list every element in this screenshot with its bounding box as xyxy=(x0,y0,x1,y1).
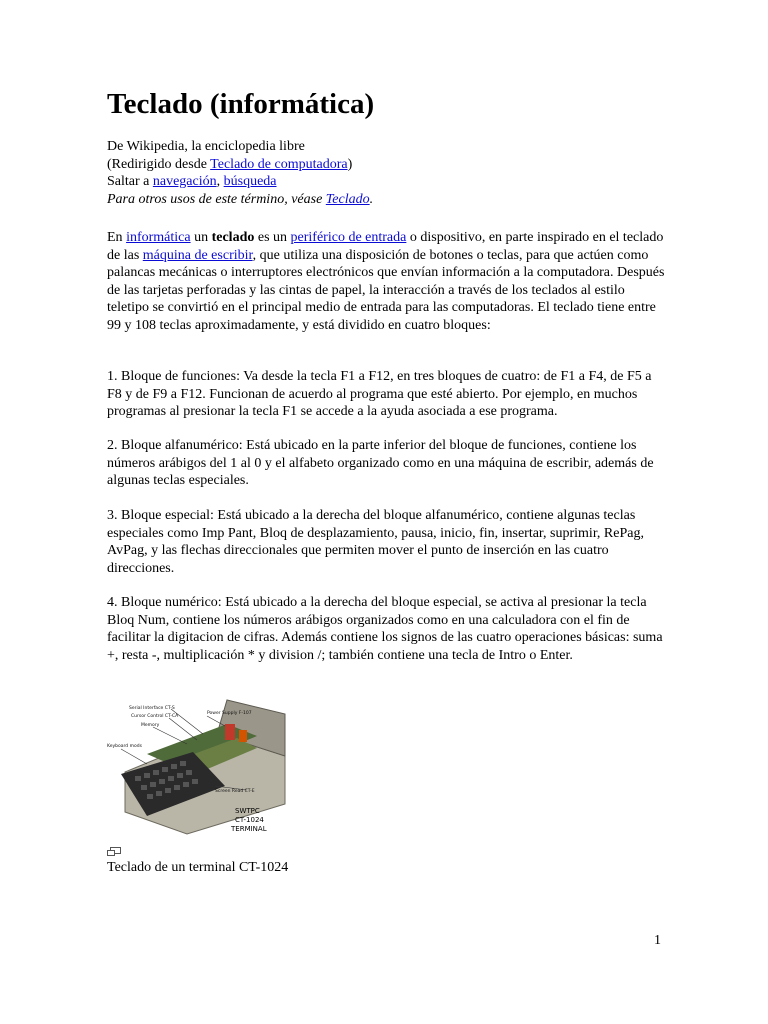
figure-label-screen: Screen Read CT-E xyxy=(215,789,255,794)
search-link[interactable]: búsqueda xyxy=(223,174,277,189)
navigation-link[interactable]: navegación xyxy=(152,174,217,189)
figure-label-power: Power Supply F-107 xyxy=(207,711,252,716)
link-periferico[interactable]: periférico de entrada xyxy=(290,230,407,245)
hatnote-link[interactable]: Teclado xyxy=(325,191,370,207)
redirect-link[interactable]: Teclado de computadora xyxy=(210,156,348,172)
redirect-note: (Redirigido desde Teclado de computadora) xyxy=(107,156,353,172)
block-paragraph-3: 3. Bloque especial: Está ubicado a la derecha del bloque alfanumérico, contiene algunas teclas especiales como Imp Pant, Bloq de desplazamiento, pausa, inicio, fin, insertar, suprimir, RePag, AvPag, y las flechas direccionales que permiten mover el punto de inserción en las cuatro direcciones. xyxy=(107,508,644,576)
hatnote: Para otros usos de este término, véase Teclado. xyxy=(107,191,374,207)
link-maquina-escribir[interactable]: máquina de escribir xyxy=(142,247,253,263)
term-bold: teclado xyxy=(211,230,255,245)
figure-brand-1: SWTPC xyxy=(235,807,260,815)
figure-label-keyboard: Keyboard mods xyxy=(107,744,142,749)
jump-links: Saltar a navegación, búsqueda xyxy=(107,174,277,189)
figure-caption: Teclado de un terminal CT-1024 xyxy=(107,860,289,875)
block-paragraph-1: 1. Bloque de funciones: Va desde la tecla F1 a F12, en tres bloques de cuatro: de F1 a F4, de F5 a F8 y de F9 a F12. Funcionan de acuerdo al programa que esté abierto. Por ejemplo, en muchos programas al presionar la tecla F1 se accede a la ayuda asociada a ese programa. xyxy=(107,369,652,419)
figure-label-serial: Serial Interface CT-S xyxy=(129,706,175,711)
figure-label-memory: Memory xyxy=(141,723,160,728)
site-subtitle: De Wikipedia, la enciclopedia libre xyxy=(107,139,305,154)
page-title: Teclado (informática) xyxy=(107,88,375,120)
intro-paragraph: En informática un teclado es un periférico de entrada o dispositivo, en parte inspirado en el teclado de las máquina de escribir, que utiliza una disposición de botones o teclas, para que actúen como palancas mecánicas o interruptores electrónicos que envían información a la computadora. Después de las tarjetas perforadas y las cintas de papel, la interacción a través de los teclados al estilo teletipo se convirtió en el principal medio de entrada para las computadoras. El teclado tiene entre 99 y 108 teclas aproximadamente, y está dividido en cuatro bloques: xyxy=(107,230,665,333)
terminal-image[interactable] xyxy=(107,694,290,844)
figure-label-cursor: Cursor Control CT-CA xyxy=(131,714,179,719)
figure-brand-2: CT-1024 xyxy=(235,816,264,824)
article-meta xyxy=(107,138,373,208)
figure-brand-3: TERMINAL xyxy=(231,825,267,833)
page-number: 1 xyxy=(654,933,661,948)
block-paragraph-2: 2. Bloque alfanumérico: Está ubicado en la parte inferior del bloque de funciones, contiene los números arábigos del 1 al 0 y el alfabeto organizado como en una máquina de escribir, además de algunas teclas especiales. xyxy=(107,438,654,488)
link-informatica[interactable]: informática xyxy=(126,230,191,245)
block-paragraph-4: 4. Bloque numérico: Está ubicado a la derecha del bloque especial, se activa al presionar la tecla Bloq Num, contiene los números arábigos organizados como en una calculadora con el fin de facilitar la digitacion de cifras. Además contiene los signos de las cuatro operaciones básicas: suma +, resta -, multiplicación * y division /; también contiene una tecla de Intro o Enter. xyxy=(107,595,663,663)
